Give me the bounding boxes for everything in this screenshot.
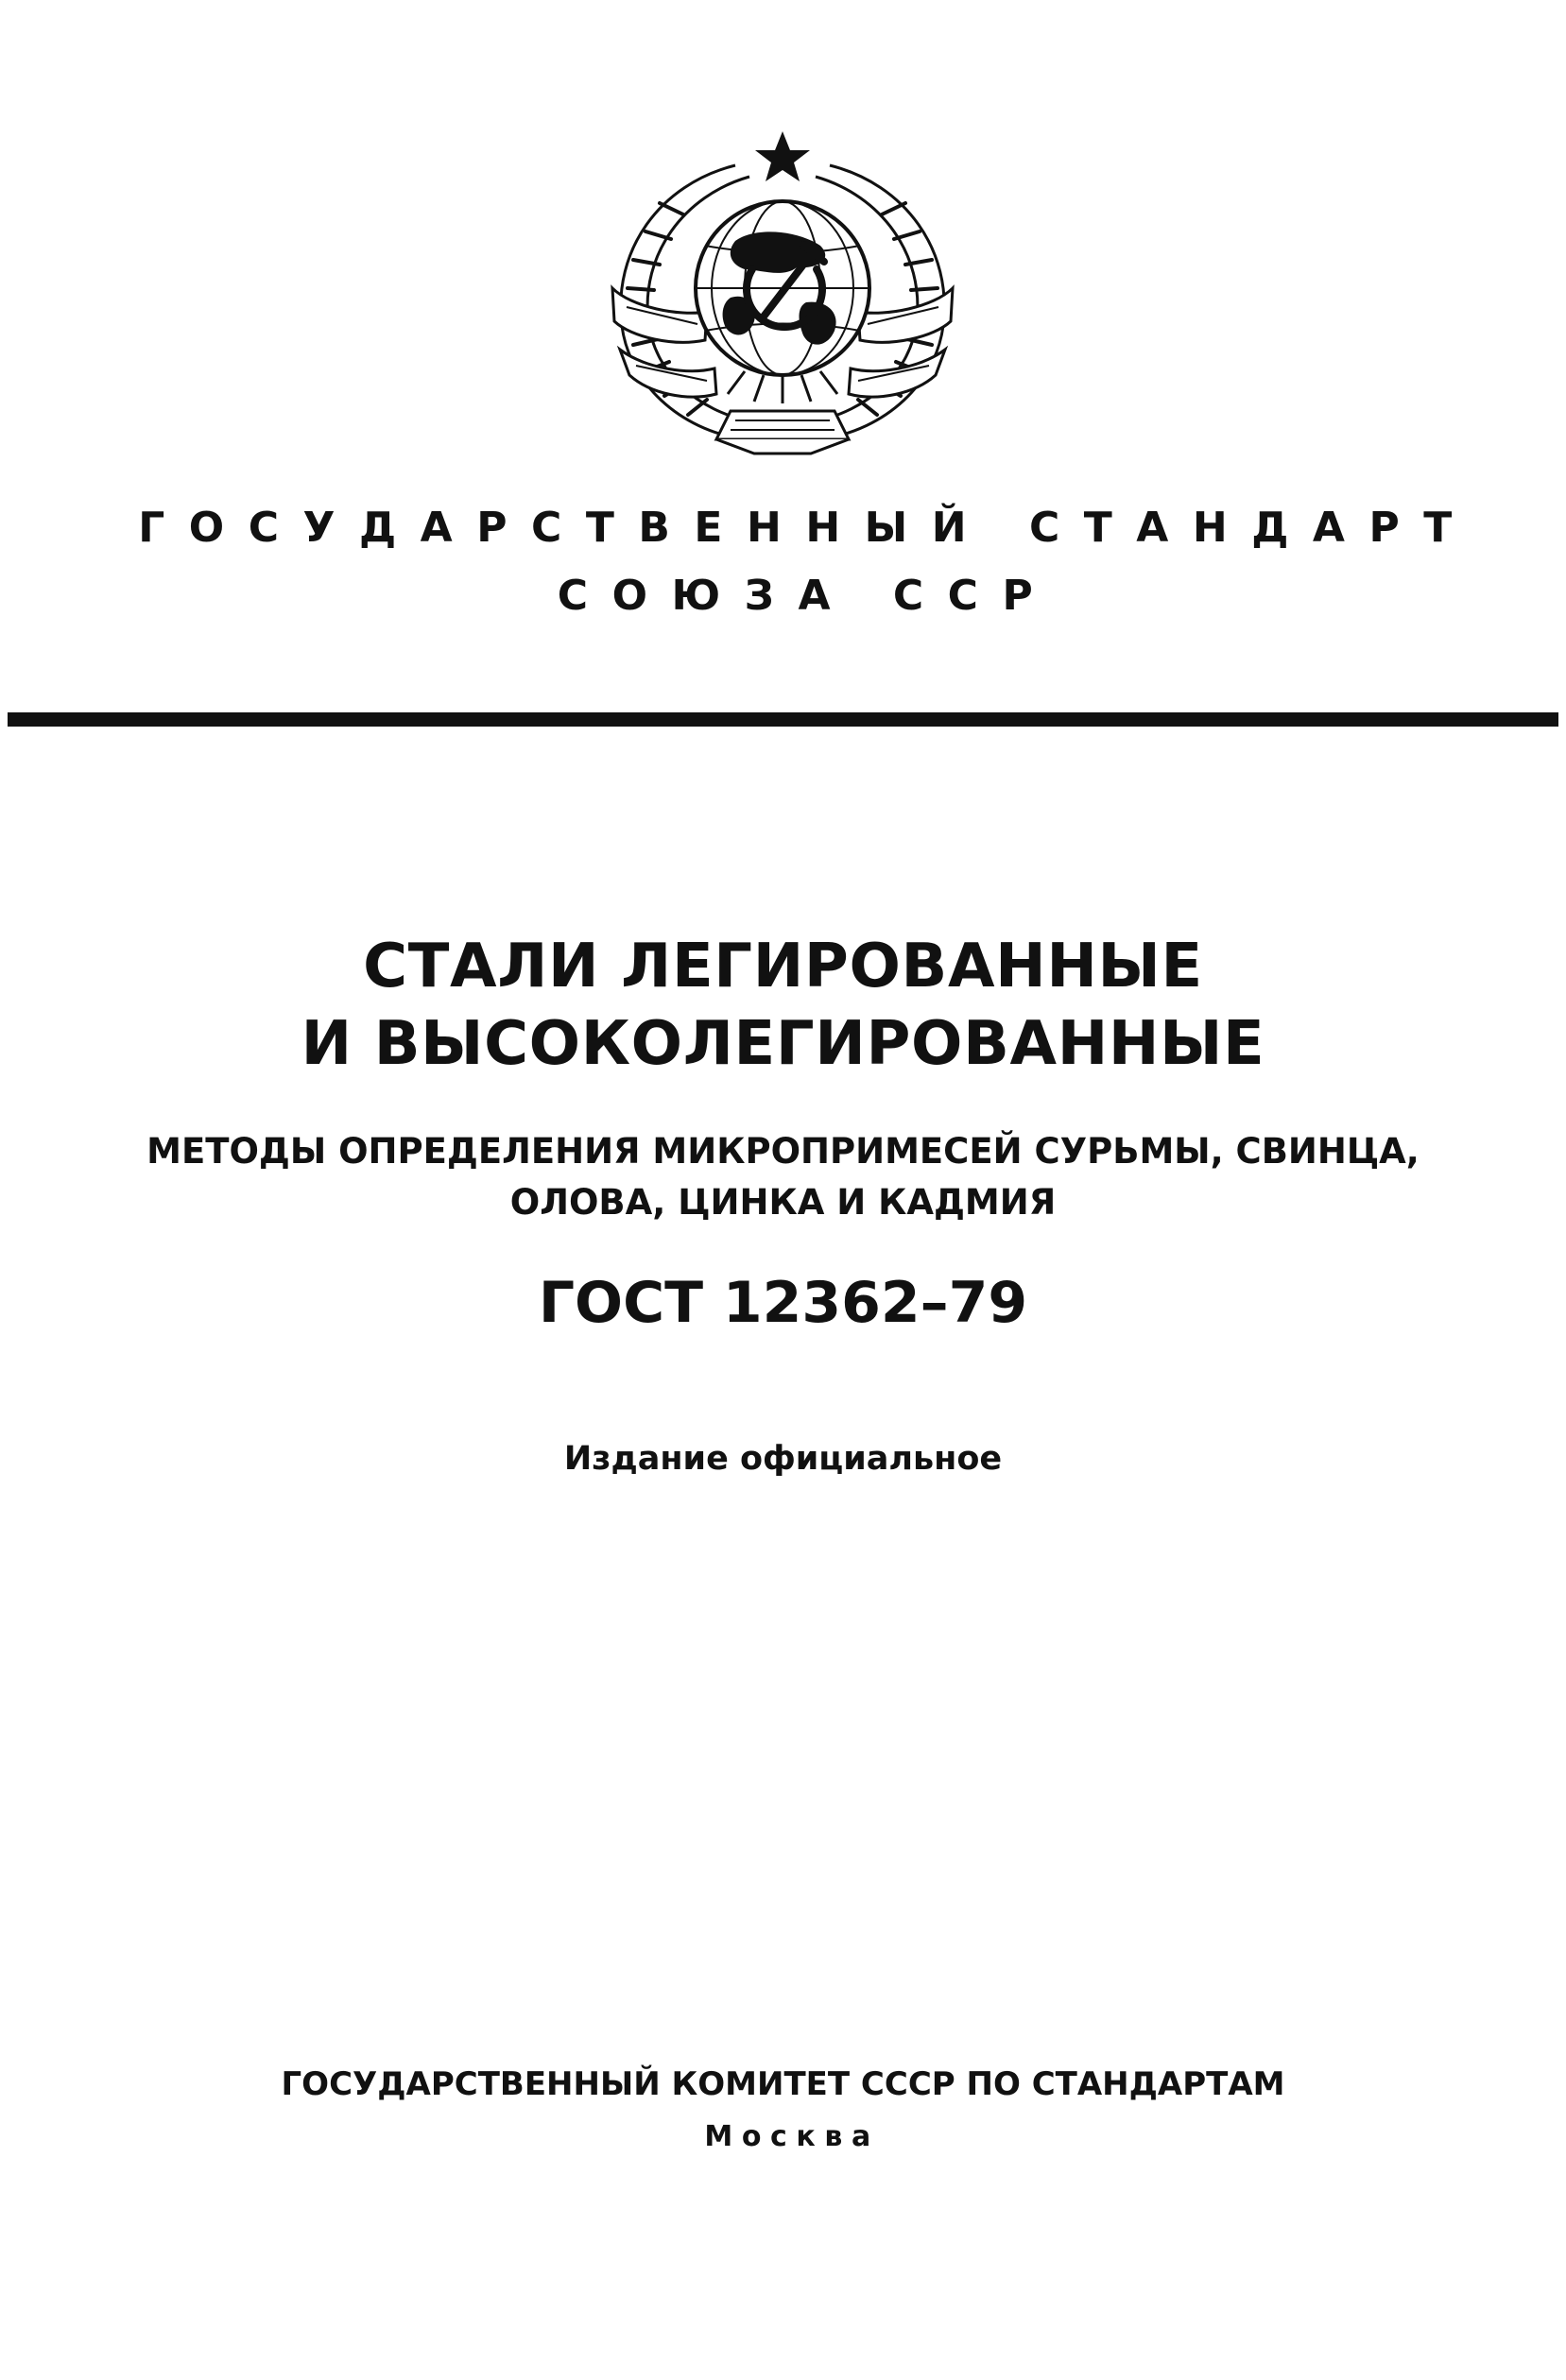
title-line-1: СТАЛИ ЛЕГИРОВАННЫЕ	[363, 932, 1203, 1002]
state-standard-heading: ГОСУДАРСТВЕННЫЙ СТАНДАРТ	[138, 504, 1476, 552]
standard-number: ГОСТ 12362–79	[538, 1270, 1028, 1336]
star-icon	[755, 131, 810, 181]
subtitle-line-1: МЕТОДЫ ОПРЕДЕЛЕНИЯ МИКРОПРИМЕСЕЙ СУРЬМЫ, СВИНЦА,	[146, 1131, 1420, 1172]
ussr-heading: СОЮЗА ССР	[557, 572, 1058, 620]
ussr-state-emblem-icon	[594, 128, 972, 475]
document-subtitle	[0, 1126, 1566, 1228]
edition-label: Издание официальное	[563, 1440, 1003, 1478]
publisher-name: ГОСУДАРСТВЕННЫЙ КОМИТЕТ СССР ПО СТАНДАРТАМ	[281, 2065, 1285, 2103]
title-line-2: И ВЫСОКОЛЕГИРОВАННЫЕ	[301, 1009, 1265, 1079]
subtitle-line-2: ОЛОВА, ЦИНКА И КАДМИЯ	[509, 1182, 1057, 1223]
document-title	[0, 928, 1566, 1083]
publisher-city: Москва	[704, 2120, 880, 2153]
horizontal-divider	[8, 712, 1558, 727]
